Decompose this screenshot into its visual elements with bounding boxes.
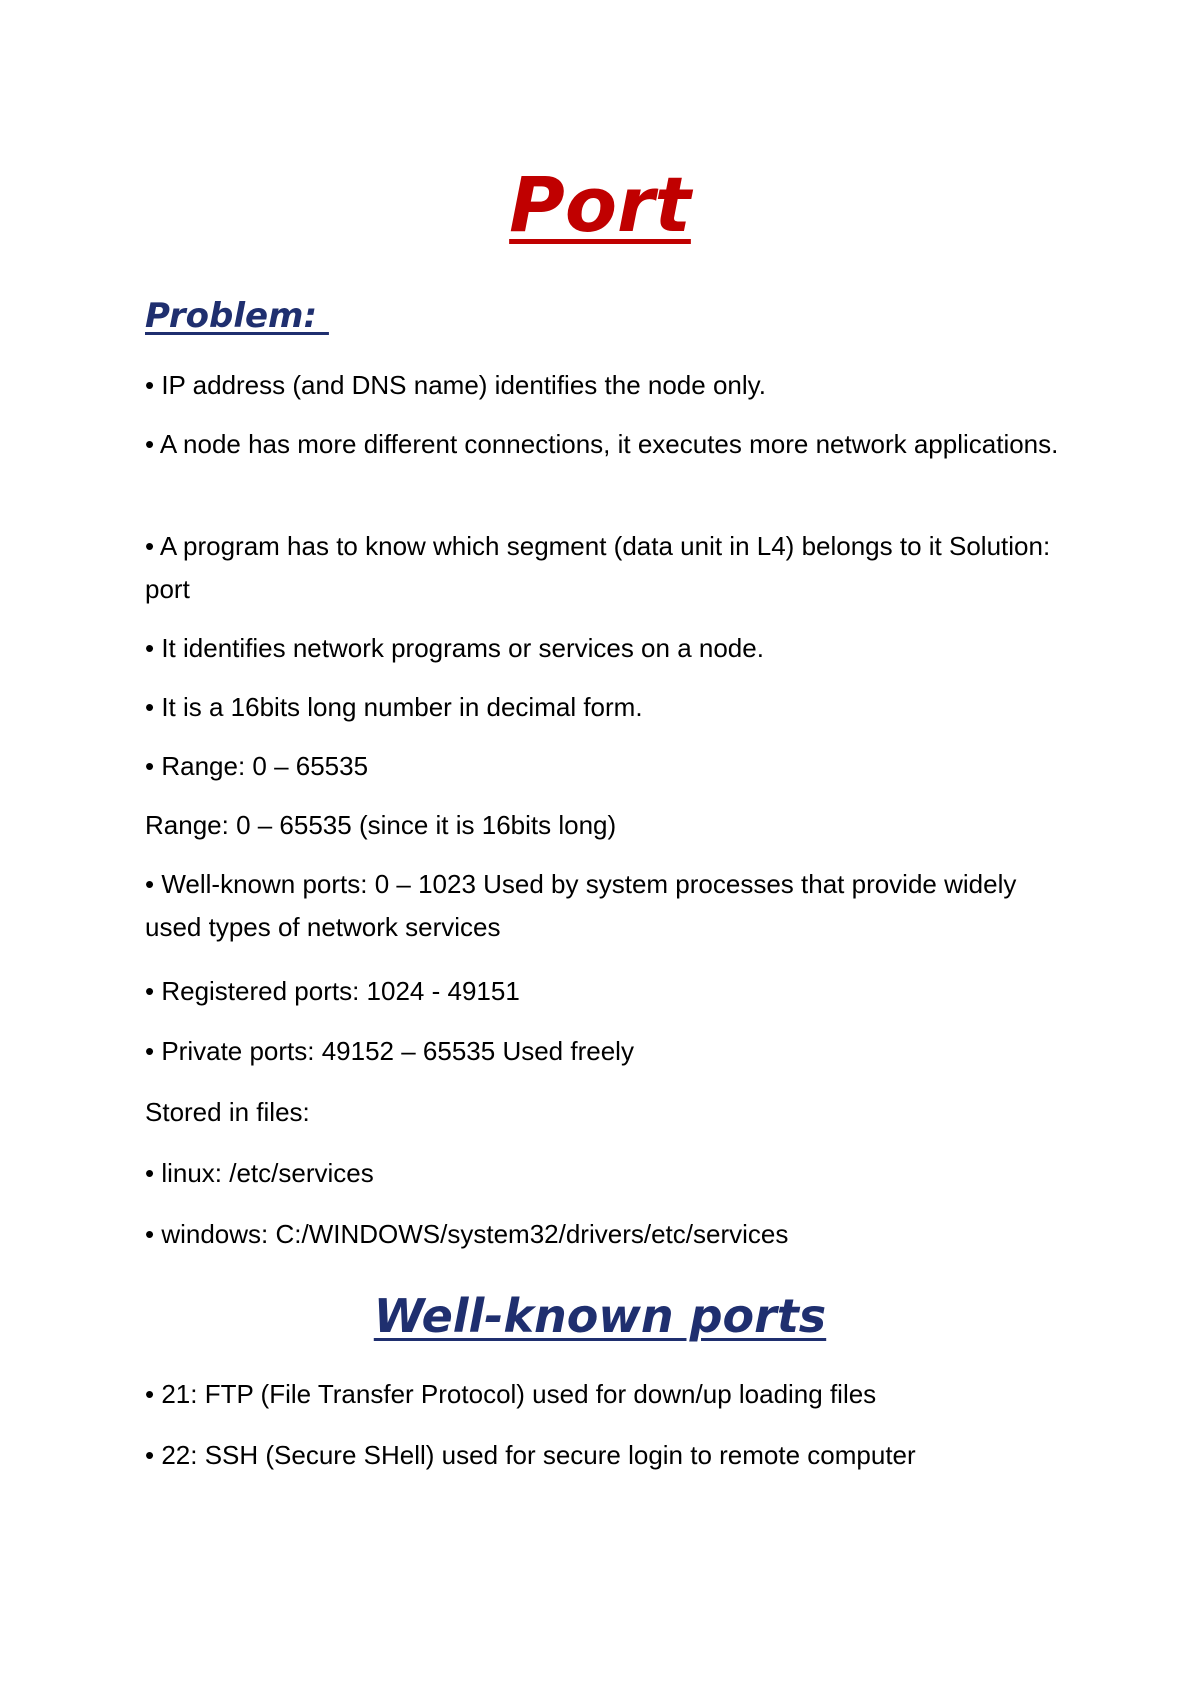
problem-line-private-ports: • Private ports: 49152 – 65535 Used freely [145, 1036, 634, 1066]
problem-heading: Problem: [145, 296, 329, 336]
problem-line-identifies-programs: • It identifies network programs or services on a node. [145, 633, 764, 663]
problem-line-stored-in-files: Stored in files: [145, 1097, 310, 1127]
problem-line-range-note: Range: 0 – 65535 (since it is 16bits long) [145, 810, 617, 840]
problem-line-well-known-ports: • Well-known ports: 0 – 1023 Used by system processes that provide widely used types of network services [145, 869, 1017, 942]
problem-line-linux-path: • linux: /etc/services [145, 1158, 374, 1188]
problem-line-range-bullet: • Range: 0 – 65535 [145, 751, 369, 781]
port-line-ssh: • 22: SSH (Secure SHell) used for secure login to remote computer [145, 1440, 916, 1470]
problem-line-program-segment: • A program has to know which segment (data unit in L4) belongs to it Solution: port [145, 531, 1051, 604]
page-title: Port [509, 160, 691, 249]
port-line-ftp: • 21: FTP (File Transfer Protocol) used for down/up loading files [145, 1379, 877, 1409]
problem-line-ip-address: • IP address (and DNS name) identifies the node only. [145, 370, 766, 400]
problem-line-node-connections: • A node has more different connections, it executes more network applications. [145, 429, 1059, 459]
problem-line-16bits: • It is a 16bits long number in decimal form. [145, 692, 643, 722]
problem-line-registered-ports: • Registered ports: 1024 - 49151 [145, 976, 520, 1006]
problem-line-windows-path: • windows: C:/WINDOWS/system32/drivers/etc/services [145, 1219, 789, 1249]
well-known-ports-heading: Well-known ports [373, 1289, 827, 1343]
